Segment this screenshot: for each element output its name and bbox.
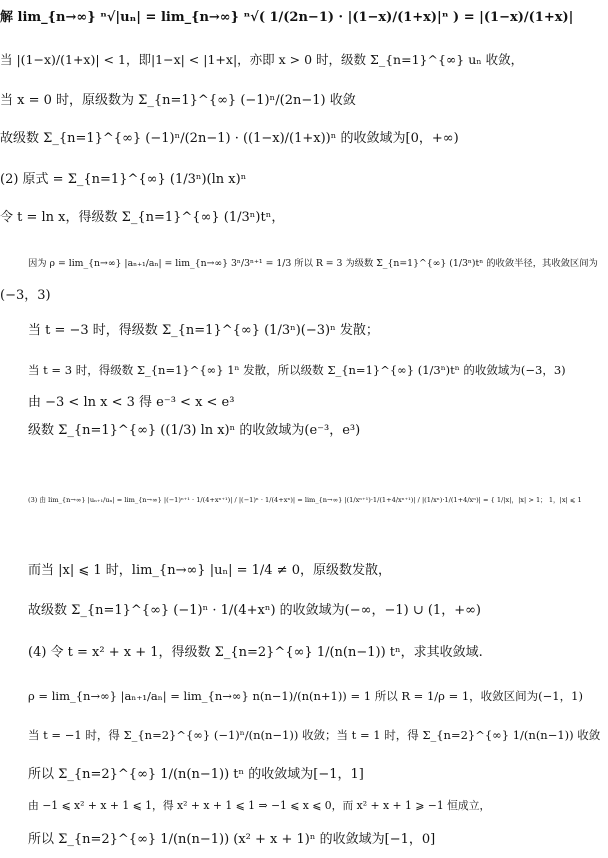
solution-line-9: 当 t = −3 时，得级数 Σ_{n=1}^{∞} (1/3ⁿ)(−3)ⁿ 发散；: [28, 323, 379, 338]
solution-line-15: 故级数 Σ_{n=1}^{∞} (−1)ⁿ · 1/(4+xⁿ) 的收敛域为(−∞，−1) ∪ (1，+∞): [28, 603, 481, 618]
solution-line-12: 级数 Σ_{n=1}^{∞} ((1/3) ln x)ⁿ 的收敛域为(e⁻³，e³): [28, 423, 361, 438]
solution-line-5: (2) 原式 = Σ_{n=1}^{∞} (1/3ⁿ)(ln x)ⁿ: [0, 172, 247, 187]
solution-line-8: (−3，3): [0, 288, 51, 303]
solution-line-20: 由 −1 ⩽ x² + x + 1 ⩽ 1，得 x² + x + 1 ⩽ 1 ⇒ −1 ⩽ x ⩽ 0，而 x² + x + 1 ⩾ −1 恒成立，: [28, 799, 491, 812]
solution-line-11: 由 −3 < ln x < 3 得 e⁻³ < x < e³: [28, 395, 235, 410]
solution-line-2: 当 |(1−x)/(1+x)| < 1，即|1−x| < |1+x|，亦即 x > 0 时，级数 Σ_{n=1}^{∞} uₙ 收敛，: [0, 52, 524, 67]
solution-line-19: 所以 Σ_{n=2}^{∞} 1/(n(n−1)) tⁿ 的收敛域为[−1，1]: [28, 767, 364, 782]
solution-line-21: 所以 Σ_{n=2}^{∞} 1/(n(n−1)) (x² + x + 1)ⁿ 的收敛域为[−1，0]: [28, 832, 436, 847]
solution-line-1: 解 lim_{n→∞} ⁿ√|uₙ| = lim_{n→∞} ⁿ√( 1/(2n−1) · |(1−x)/(1+x)|ⁿ ) = |(1−x)/(1+x)|: [0, 10, 574, 25]
solution-line-3: 当 x = 0 时，原级数为 Σ_{n=1}^{∞} (−1)ⁿ/(2n−1) 收敛: [0, 93, 356, 108]
solution-line-6: 令 t = ln x，得级数 Σ_{n=1}^{∞} (1/3ⁿ)tⁿ，: [0, 210, 285, 225]
solution-line-10: 当 t = 3 时，得级数 Σ_{n=1}^{∞} 1ⁿ 发散，所以级数 Σ_{n=1}^{∞} (1/3ⁿ)tⁿ 的收敛域为(−3，3): [28, 363, 566, 377]
solution-line-18: 当 t = −1 时，得 Σ_{n=2}^{∞} (−1)ⁿ/(n(n−1)) 收敛；当 t = 1 时，得 Σ_{n=2}^{∞} 1/(n(n−1)) 收敛: [28, 728, 601, 742]
solution-line-7: 因为 ρ = lim_{n→∞} |aₙ₊₁/aₙ| = lim_{n→∞} 3ⁿ/3ⁿ⁺¹ = 1/3 所以 R = 3 为级数 Σ_{n=1}^{∞} (1/3ⁿ)tⁿ 的收敛半径，其收敛区间为: [28, 258, 598, 269]
solution-line-13: (3) 由 lim_{n→∞} |uₙ₊₁/uₙ| = lim_{n→∞} |(−1)ⁿ⁺¹ · 1/(4+xⁿ⁺¹)| / |(−1)ⁿ · 1/(4+xⁿ)| = lim_{n→∞} |(1/xⁿ⁺¹)·1/(1+4/xⁿ⁺¹)| / |(1/xⁿ)·1/(1+4/xⁿ)| = { 1/|x|，|x| > 1； 1，|x| ⩽ 1: [28, 496, 582, 504]
solution-line-4: 故级数 Σ_{n=1}^{∞} (−1)ⁿ/(2n−1) · ((1−x)/(1+x))ⁿ 的收敛域为[0，+∞): [0, 131, 459, 146]
solution-line-14: 而当 |x| ⩽ 1 时，lim_{n→∞} |uₙ| = 1/4 ≠ 0，原级数发散，: [28, 563, 391, 578]
solution-line-17: ρ = lim_{n→∞} |aₙ₊₁/aₙ| = lim_{n→∞} n(n−1)/(n(n+1)) = 1 所以 R = 1/ρ = 1，收敛区间为(−1，1): [28, 689, 583, 703]
solution-line-16: (4) 令 t = x² + x + 1，得级数 Σ_{n=2}^{∞} 1/(n(n−1)) tⁿ，求其收敛域.: [28, 645, 483, 660]
